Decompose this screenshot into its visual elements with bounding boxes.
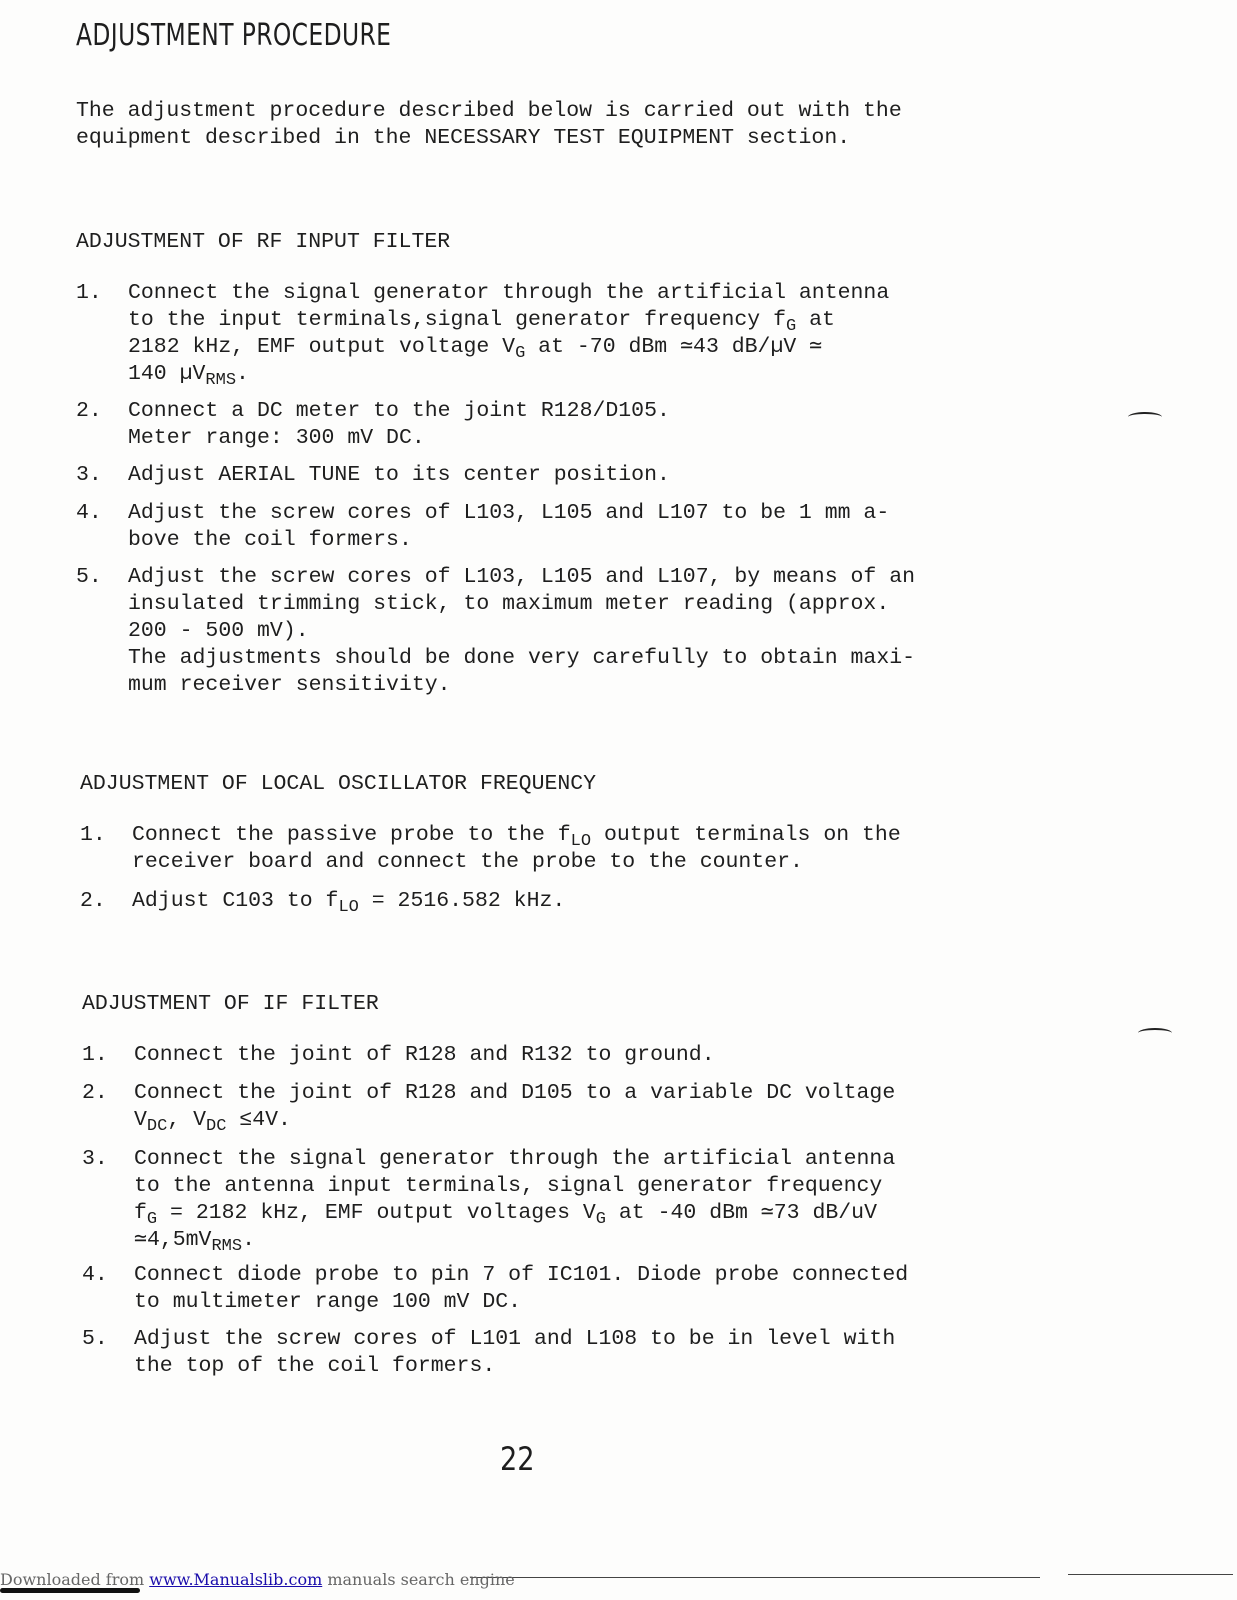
item-number: 1.	[82, 1043, 108, 1067]
item-line: $f_G = 2182$ kHz, EMF output voltages $V_G$ at -40 dBm ≃73 dB/uV	[134, 1201, 877, 1229]
item-line: $≃4,5mV_{RMS}$.	[134, 1228, 255, 1256]
item-line: The adjustments should be done very carefully to obtain maxi-	[128, 646, 916, 670]
item-text	[134, 1146, 895, 1254]
item-line: mum receiver sensitivity.	[128, 673, 451, 697]
item-text	[134, 1262, 908, 1316]
item-line: 2182 kHz, EMF output voltage $V_G$ at -70 dBm ≃43 dB/µV ≃	[128, 335, 823, 363]
section-heading-local-oscillator: ADJUSTMENT OF LOCAL OSCILLATOR FREQUENCY	[80, 772, 597, 796]
item-line: 200 - 500 mV).	[128, 619, 309, 643]
item-text	[132, 822, 901, 876]
intro-line: The adjustment procedure described below is carried out with the	[76, 99, 902, 123]
item-text	[128, 564, 915, 699]
item-text	[128, 462, 670, 489]
item-line: Connect the joint of R128 and D105 to a variable DC voltage	[134, 1081, 896, 1105]
item-line: Connect the passive probe to the $f_{LO}$ output terminals on the	[132, 823, 901, 851]
item-line: Connect the joint of R128 and R132 to ground.	[134, 1043, 715, 1067]
item-number: 4.	[82, 1263, 108, 1287]
footer-prefix: Downloaded from	[0, 1570, 150, 1589]
item-line: Connect the signal generator through the artificial antenna	[134, 1147, 896, 1171]
manualslib-link[interactable]: www.Manualslib.com	[149, 1570, 323, 1589]
item-line: receiver board and connect the probe to the counter.	[132, 850, 803, 874]
section-heading-rf-input-filter: ADJUSTMENT OF RF INPUT FILTER	[76, 230, 451, 254]
footer-suffix: manuals search engine	[322, 1570, 515, 1589]
item-line: Adjust AERIAL TUNE to its center position.	[128, 463, 670, 487]
margin-mark	[1128, 412, 1162, 422]
item-text	[128, 398, 670, 452]
item-number: 2.	[82, 1081, 108, 1105]
item-text	[134, 1080, 895, 1134]
item-line: 140 µV$_{RMS}$.	[128, 362, 249, 390]
footer	[0, 1570, 515, 1589]
item-line: $V_{DC}$, $V_{DC} \le 4V$.	[134, 1108, 291, 1136]
item-line: insulated trimming stick, to maximum meter reading (approx.	[128, 592, 890, 616]
margin-mark	[1138, 1028, 1172, 1038]
item-text	[134, 1042, 715, 1069]
item-line: bove the coil formers.	[128, 528, 412, 552]
item-line: to multimeter range 100 mV DC.	[134, 1290, 522, 1314]
item-text	[128, 500, 889, 554]
item-line: to the input terminals,signal generator frequency $f_G$ at	[128, 308, 835, 336]
item-line: Connect a DC meter to the joint R128/D105.	[128, 399, 670, 423]
item-number: 3.	[76, 463, 102, 487]
item-number: 1.	[76, 281, 102, 305]
footer-rule	[1068, 1574, 1233, 1575]
item-line: Meter range: 300 mV DC.	[128, 426, 425, 450]
item-line: Connect the signal generator through the artificial antenna	[128, 281, 890, 305]
intro-line: equipment described in the NECESSARY TEST EQUIPMENT section.	[76, 126, 851, 150]
intro-paragraph	[76, 98, 902, 152]
footer-rule	[470, 1577, 1040, 1578]
item-line: the top of the coil formers.	[134, 1354, 496, 1378]
item-number: 5.	[82, 1327, 108, 1351]
item-line: Adjust the screw cores of L103, L105 and L107 to be 1 mm a-	[128, 501, 890, 525]
item-number: 4.	[76, 501, 102, 525]
page-number: 22	[500, 1440, 535, 1478]
item-line: to the antenna input terminals, signal generator frequency	[134, 1174, 883, 1198]
item-number: 2.	[76, 399, 102, 423]
item-text	[132, 888, 565, 915]
item-number: 2.	[80, 889, 106, 913]
item-line: Adjust C103 to $f_{LO} = 2516.582$ kHz.	[132, 889, 566, 917]
item-number: 3.	[82, 1147, 108, 1171]
page-title: ADJUSTMENT PROCEDURE	[76, 18, 392, 53]
item-number: 1.	[80, 823, 106, 847]
item-line: Adjust the screw cores of L101 and L108 to be in level with	[134, 1327, 896, 1351]
item-line: Adjust the screw cores of L103, L105 and L107, by means of an	[128, 565, 916, 589]
item-text	[134, 1326, 895, 1380]
item-number: 5.	[76, 565, 102, 589]
item-text	[128, 280, 889, 388]
item-line: Connect diode probe to pin 7 of IC101. Diode probe connected	[134, 1263, 909, 1287]
section-heading-if-filter: ADJUSTMENT OF IF FILTER	[82, 992, 379, 1016]
